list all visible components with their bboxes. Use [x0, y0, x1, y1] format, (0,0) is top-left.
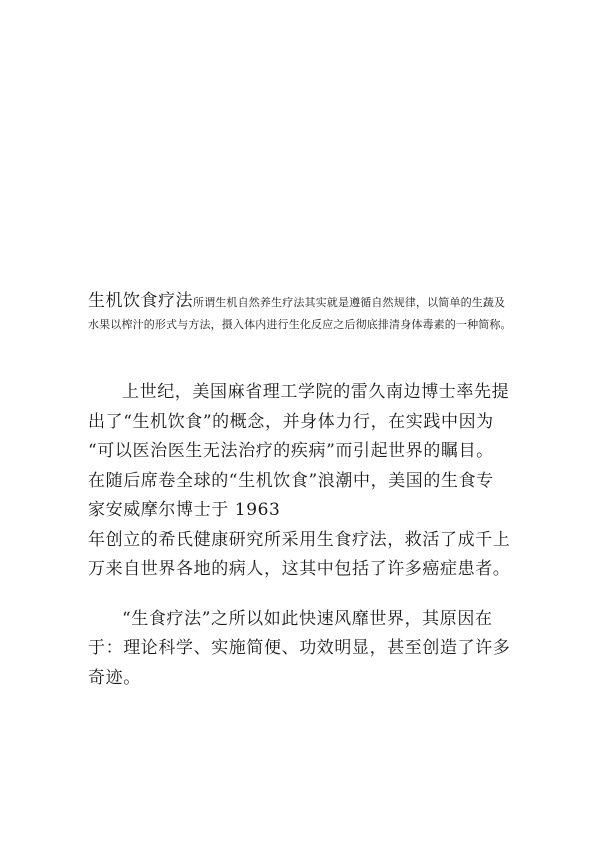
paragraph-line: 万来自世界各地的病人，这其中包括了许多癌症患者。	[88, 559, 511, 579]
paragraph-line: 家安威摩尔博士于 1963	[88, 500, 281, 520]
paragraph-1	[88, 378, 518, 585]
paragraph-line: 出了“生机饮食”的概念，并身体力行，在实践中因为	[88, 411, 494, 432]
paragraph-line: “可以医治医生无法治疗的疾病”而引起世界的瞩目。	[88, 441, 494, 461]
paragraph-line: 奇迹。	[88, 667, 141, 688]
title-line	[88, 290, 528, 314]
paragraph-line: 上世纪，美国麻省理工学院的雷久南边博士率先提	[122, 382, 510, 402]
intro-text-line-1: 所谓生机自然养生疗法其实就是遵循自然规律，以简单的生蔬及	[193, 296, 506, 309]
paragraph-line: 在随后席卷全球的“生机饮食”浪潮中，美国的生食专	[88, 470, 494, 491]
paragraph-line: 年创立的希氏健康研究所采用生食疗法，救活了成千上	[88, 529, 511, 550]
paragraph-line: “生食疗法”之所以如此快速风靡世界，其原因在	[122, 608, 493, 629]
paragraph-2	[88, 605, 518, 694]
document-title: 生机饮食疗法	[88, 291, 193, 311]
intro-text-line-2: 水果以榨汁的形式与方法，摄入体内进行生化反应之后彻底排清身体毒素的一种简称。	[88, 318, 512, 331]
body-text	[88, 378, 518, 693]
header-block	[88, 290, 528, 336]
paragraph-line: 于：理论科学、实施简便、功效明显，甚至创造了许多	[88, 638, 511, 658]
